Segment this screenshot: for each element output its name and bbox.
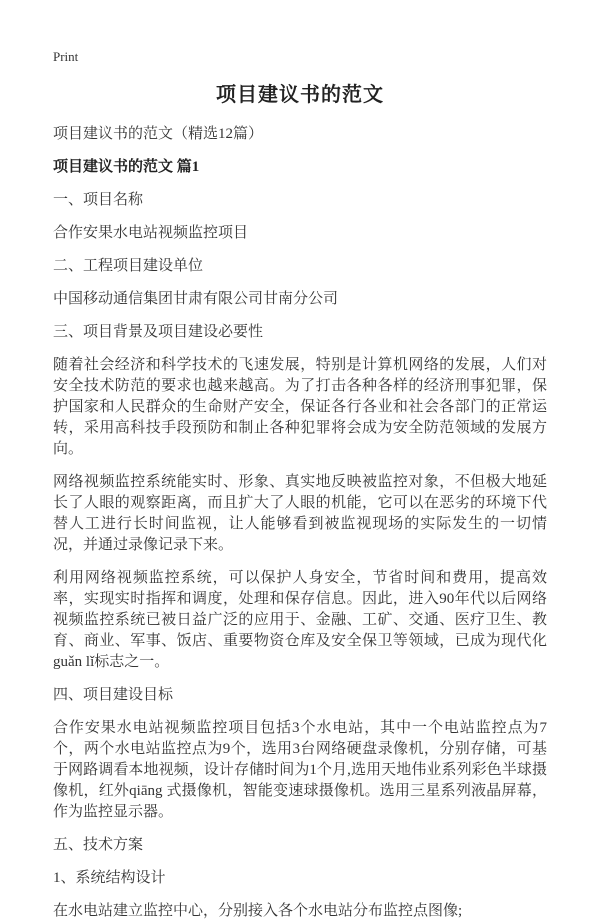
body-paragraph-goal: 合作安果水电站视频监控项目包括3个水电站，其中一个电站监控点为7个，两个水电站监控点为9个，选用3台网络硬盘录像机，分别存储，可基于网路调看本地视频，设计存储时间为1个月,选用天地伟业系列彩色半球摄像机，红外qiāng 式摄像机，智能变速球摄像机。选用三星系列液晶屏幕，作为监控显示器。: [53, 720, 547, 820]
section-heading-goal: 四、项目建设目标: [53, 687, 174, 703]
body-paragraph-project-name: 合作安果水电站视频监控项目: [53, 225, 249, 241]
print-link[interactable]: Print: [53, 49, 79, 64]
section-heading-technical-plan: 五、技术方案: [53, 837, 144, 853]
body-paragraph-background-1: 随着社会经济和科学技术的飞速发展，特别是计算机网络的发展，人们对安全技术防范的要求也越来越高。为了打击各种各样的经济刑事犯罪，保护国家和人民群众的生命财产安全，保证各行各业和社会各部门的正常运转，采用高科技手段预防和制止各种犯罪将会成为安全防范领域的发展方向。: [53, 357, 547, 457]
section-heading-construction-unit: 二、工程项目建设单位: [53, 258, 204, 274]
article-heading: 项目建议书的范文 篇1: [53, 159, 200, 175]
section-heading-background: 三、项目背景及项目建设必要性: [53, 324, 264, 340]
doc-subtitle: 项目建议书的范文（精选12篇）: [53, 126, 264, 142]
body-paragraph-background-2: 网络视频监控系统能实时、形象、真实地反映被监控对象，不但极大地延长了人眼的观察距离，而且扩大了人眼的机能，它可以在恶劣的环境下代替人工进行长时间监视，让人能够看到被监视现场的实际发生的一切情况，并通过录像记录下来。: [53, 474, 547, 553]
body-paragraph-background-3: 利用网络视频监控系统，可以保护人身安全，节省时间和费用，提高效率，实现实时指挥和调度，处理和保存信息。因此，进入90年代以后网络视频监控系统已被日益广泛的应用于、金融、工矿、交通、医疗卫生、教育、商业、军事、饭店、重要物资仓库及安全保卫等领域，已成为现代化guǎn lǐ标志之一。: [53, 570, 547, 670]
body-paragraph-system-structure: 在水电站建立监控中心，分别接入各个水电站分布监控点图像;: [53, 903, 463, 919]
subsection-heading-system-structure: 1、系统结构设计: [53, 870, 166, 886]
document-title: 项目建议书的范文: [216, 84, 384, 106]
body-paragraph-construction-unit: 中国移动通信集团甘肃有限公司甘南分公司: [53, 291, 339, 307]
section-heading-project-name: 一、项目名称: [53, 192, 144, 208]
